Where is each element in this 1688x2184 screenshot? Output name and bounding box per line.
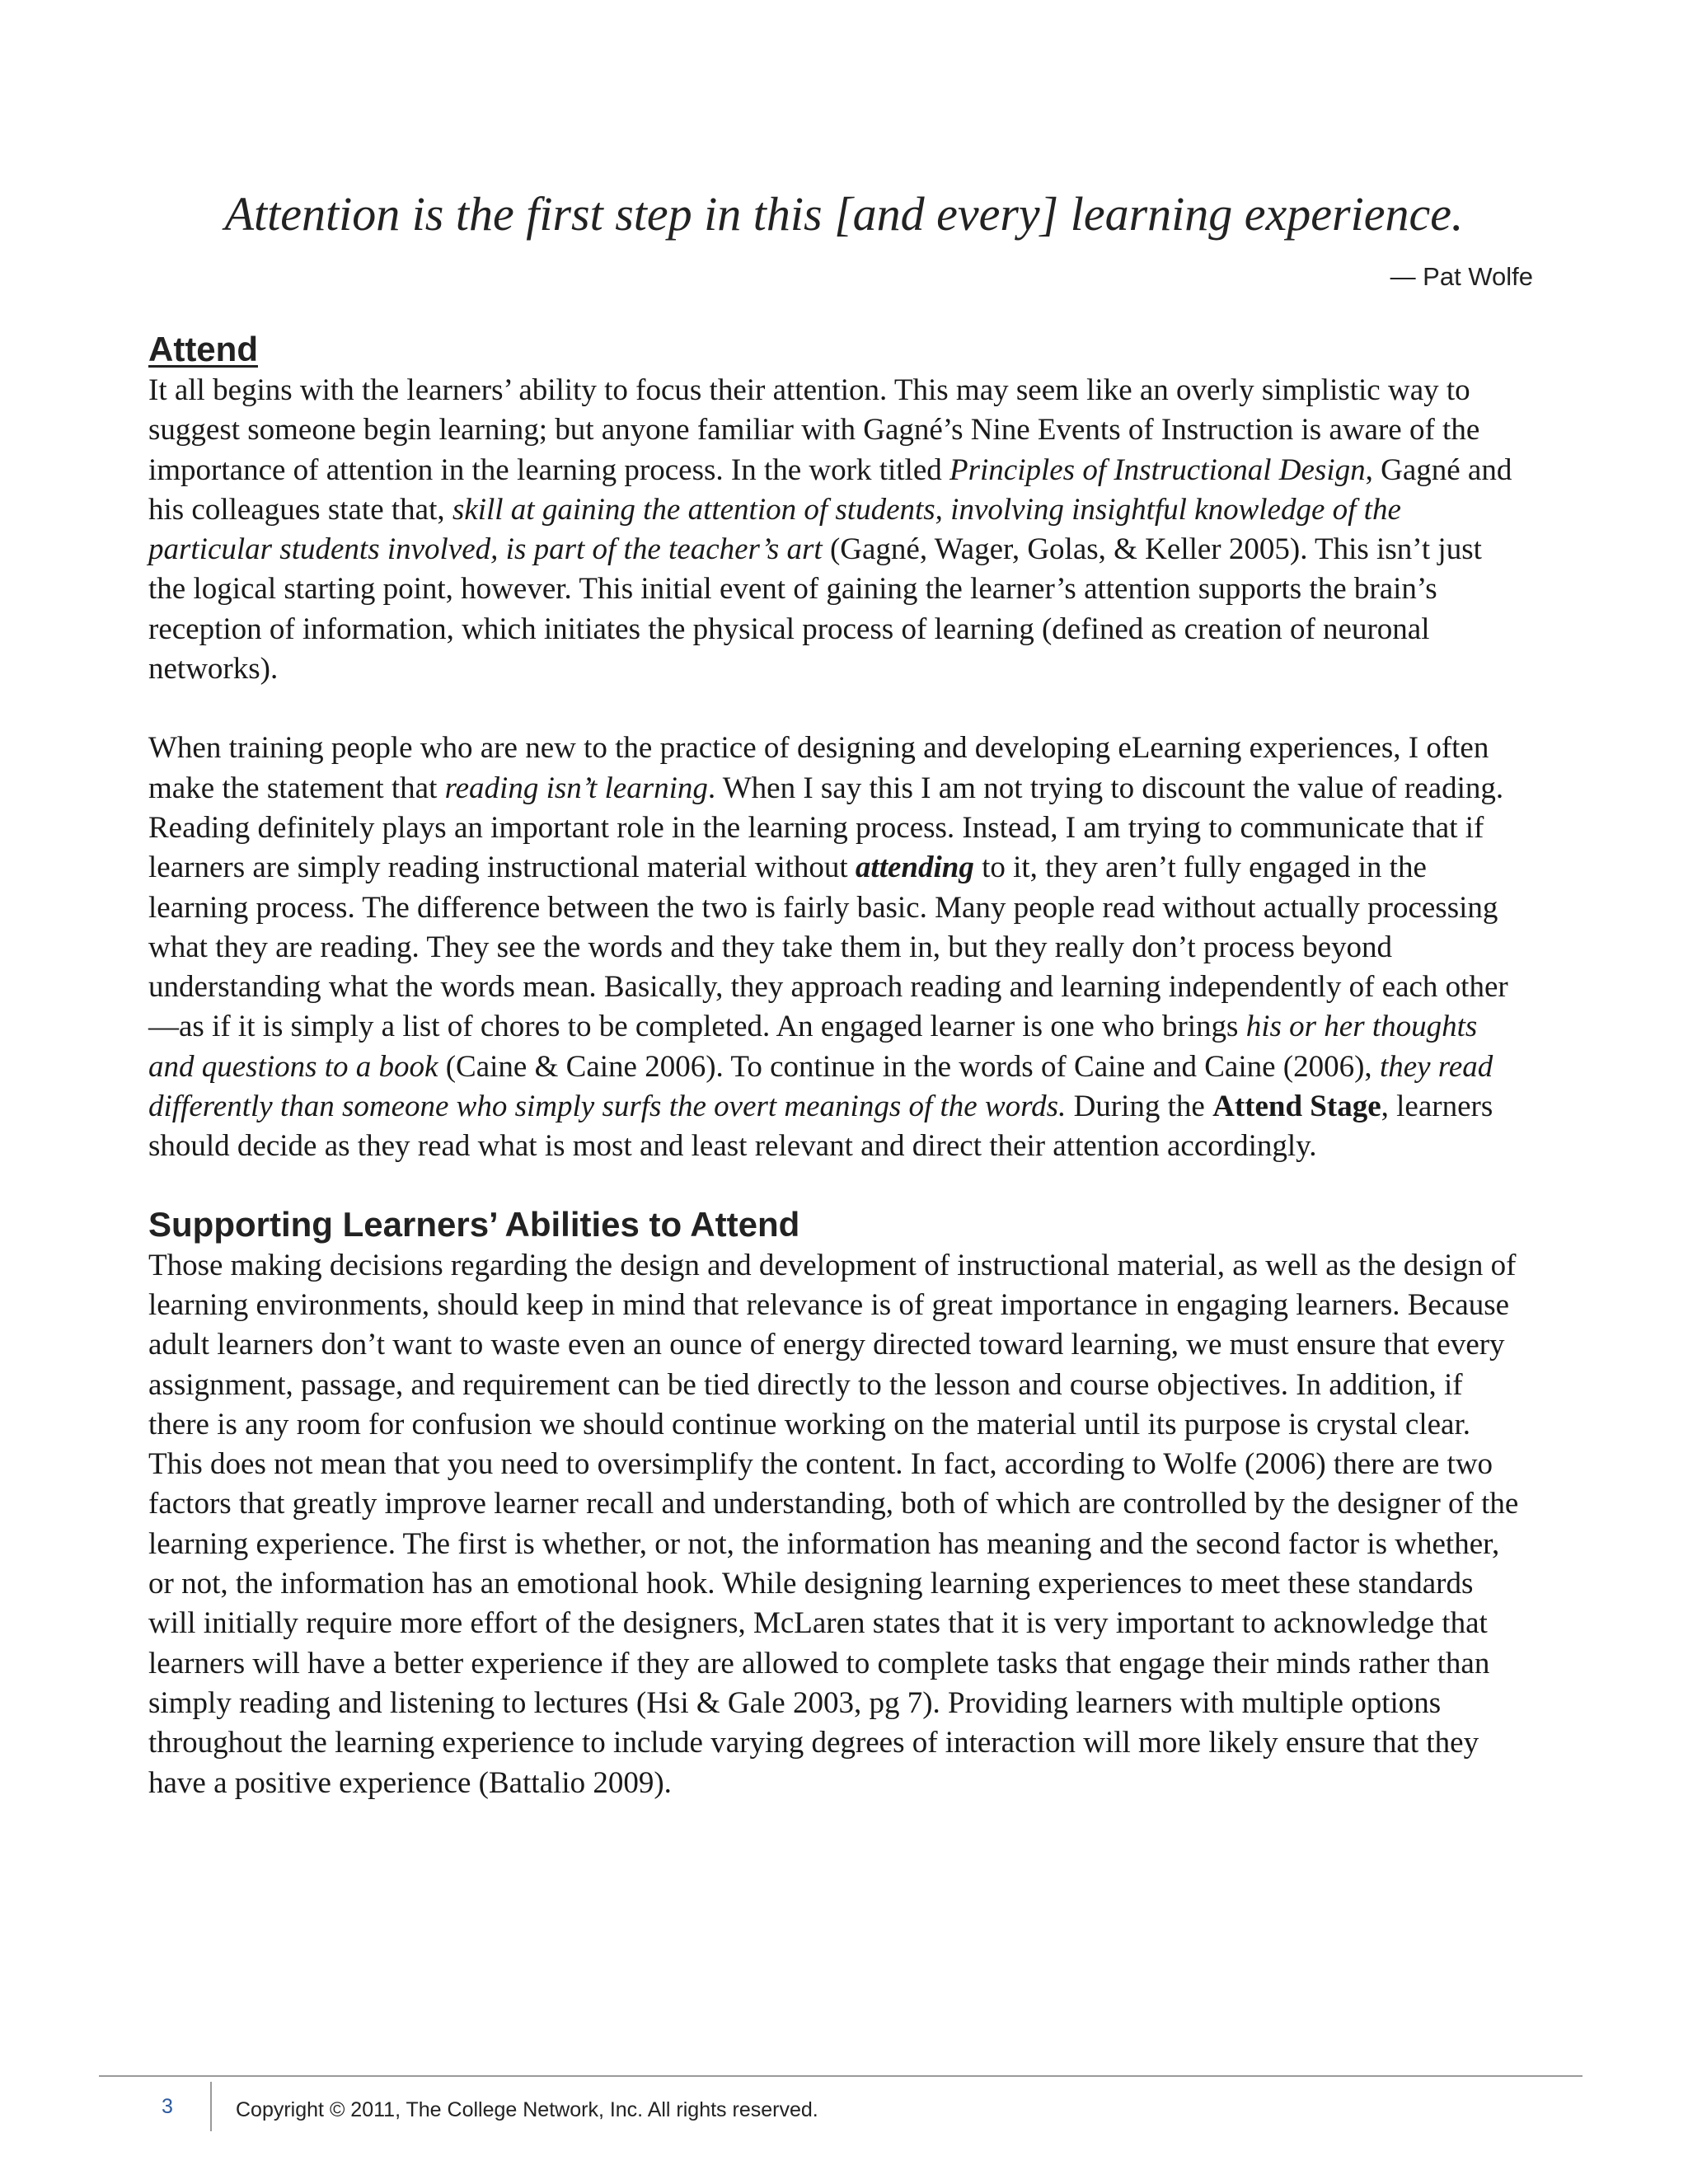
text-run: (Gagné, Wager, Golas, & Keller 2005). This isn’t just the logical starting point, however. This initial event of gaining the learner’s attention supports the brain’s reception of information, which initiates the physical process of learning (defined as creation of neuronal networks). bbox=[148, 532, 1482, 687]
text-run: It all begins with the learners’ ability to focus their attention. This may seem like an overly simplistic way to suggest someone begin learning; but anyone familiar with Gagné’s Nine Events of Instruction is aware of the importance of attention in the learning process. In the work titled bbox=[148, 373, 1480, 487]
text-run: , Gagné and his colleagues state that, bbox=[148, 452, 1512, 527]
heading-attend: Attend bbox=[148, 330, 258, 368]
text-run: . When I say this I am not trying to discount the value of reading. Reading definitely plays an important role in the learning process. Instead, I am trying to communicate that if learners are simply reading instructional material without bbox=[148, 771, 1504, 885]
attend-paragraph-1 bbox=[148, 371, 1525, 689]
attend-paragraph-2 bbox=[148, 729, 1525, 1166]
main-content bbox=[148, 328, 1525, 1803]
epigraph-author: — Pat Wolfe bbox=[1390, 262, 1533, 291]
text-run: attending bbox=[855, 851, 974, 885]
footer-rule bbox=[99, 2075, 1582, 2077]
footer-divider bbox=[210, 2082, 212, 2131]
text-run: reading isn’t learning bbox=[444, 771, 708, 805]
copyright-notice: Copyright © 2011, The College Network, Inc. All rights reserved. bbox=[236, 2098, 818, 2121]
text-run: (Caine & Caine 2006). To continue in the words of Caine and Caine (2006), bbox=[438, 1049, 1380, 1084]
text-run: to it, they aren’t fully engaged in the learning process. The difference between the two is fairly basic. Many people read without actually processing what they are reading. They see the words and they take them in, but they really don’t process beyond understanding what the words mean. Basically, they approach reading and learning independently of each other—as if it is simply a list of chores to be completed. An engaged learner is one who brings bbox=[148, 851, 1508, 1044]
text-run: Those making decisions regarding the design and development of instructional material, as well as the design of learning environments, should keep in mind that relevance is of great importance in engaging learners. Because adult learners don’t want to waste even an ounce of energy directed toward learning, we must ensure that every assignment, passage, and requirement can be tied directly to the lesson and course objectives. In addition, if there is any room for confusion we should continue working on the material until its purpose is crystal clear. This does not mean that you need to oversimplify the content. In fact, according to Wolfe (2006) there are two factors that greatly improve learner recall and understanding, both of which are controlled by the designer of the learning experience. The first is whether, or not, the information has meaning and the second factor is whether, or not, the information has an emotional hook. While designing learning experiences to meet these standards will initially require more effort of the designers, McLaren states that it is very important to acknowledge that learners will have a better experience if they are allowed to complete tasks that engage their minds rather than simply reading and listening to lectures (Hsi & Gale 2003, pg 7). Providing learners with multiple options throughout the learning experience to include varying degrees of interaction will more likely ensure that they have a positive experience (Battalio 2009). bbox=[148, 1248, 1519, 1800]
text-run: they read differently than someone who simply surfs the overt meanings of the words. bbox=[148, 1049, 1493, 1124]
text-run: When training people who are new to the practice of designing and developing eLearning experiences, I often make the statement that bbox=[148, 731, 1489, 805]
text-run: During the bbox=[1066, 1090, 1213, 1124]
text-run: Attend Stage bbox=[1212, 1090, 1381, 1124]
epigraph-quote: Attention is the first step in this [and every] learning experience. bbox=[224, 187, 1464, 241]
supporting-paragraph-1 bbox=[148, 1246, 1525, 1803]
text-run: his or her thoughts and questions to a book bbox=[148, 1010, 1478, 1084]
page-number: 3 bbox=[162, 2095, 173, 2118]
text-run: Principles of Instructional Design bbox=[950, 452, 1366, 487]
text-run: , learners should decide as they read what is most and least relevant and direct their attention accordingly. bbox=[148, 1090, 1493, 1164]
text-run: skill at gaining the attention of students, involving insightful knowledge of the particular students involved, is part of the teacher’s art bbox=[148, 492, 1401, 567]
heading-supporting-learners: Supporting Learners’ Abilities to Attend bbox=[148, 1204, 800, 1244]
